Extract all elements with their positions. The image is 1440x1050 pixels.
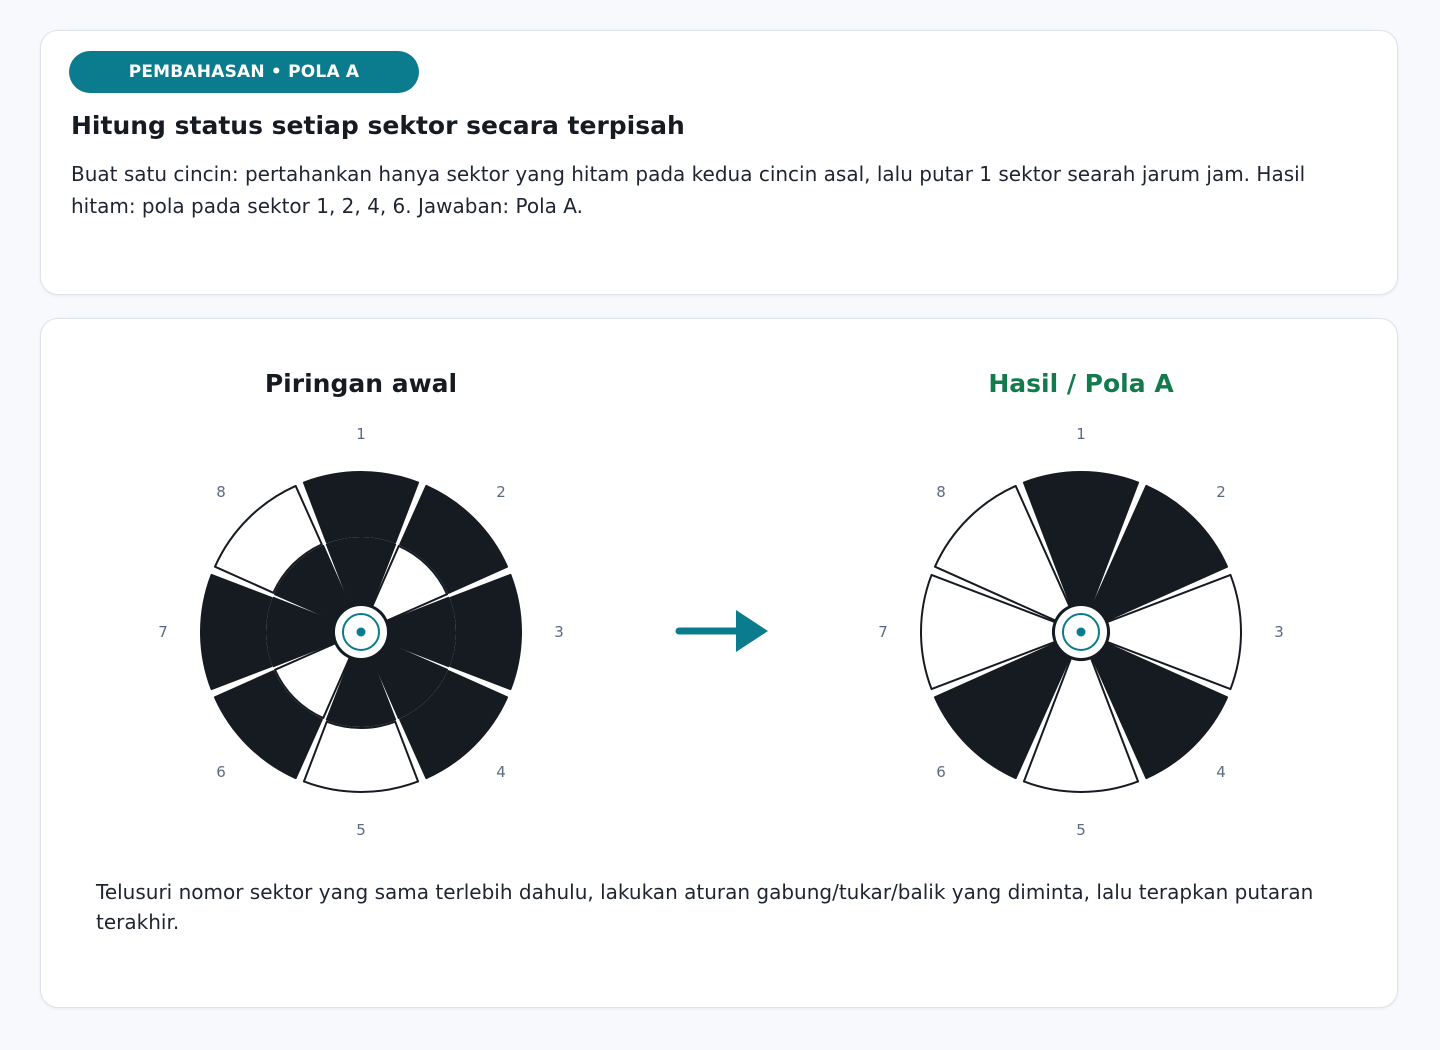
answer-badge: PEMBAHASAN • POLA A: [69, 51, 419, 93]
explanation-card: [40, 30, 1398, 295]
right-sector-label-5: 5: [1076, 821, 1086, 839]
left-sector-label-6: 6: [216, 763, 226, 782]
right-center-hub-icon: [1054, 605, 1108, 659]
explanation-heading: Hitung status setiap sektor secara terpisah: [71, 111, 685, 140]
left-sector-label-1: 1: [356, 425, 366, 443]
left-outer-ring-sector-5: [304, 722, 418, 792]
initial-disc-title: Piringan awal: [264, 369, 458, 398]
left-outer-ring-sector-1: [304, 472, 418, 542]
left-sector-label-2: 2: [496, 482, 506, 501]
right-sector-label-2: 2: [1216, 482, 1226, 501]
result-disc-title: Hasil / Pola A: [988, 369, 1174, 398]
left-outer-ring-sector-3: [451, 575, 521, 689]
right-sector-label-4: 4: [1216, 763, 1226, 782]
left-sector-label-7: 7: [158, 623, 168, 641]
right-sector-label-6: 6: [936, 763, 946, 782]
left-sector-label-5: 5: [356, 821, 366, 839]
left-sector-label-3: 3: [554, 623, 564, 641]
diagram-card: [40, 318, 1398, 1008]
arrow-right-icon: [679, 610, 768, 652]
right-sector-label-7: 7: [878, 623, 888, 641]
left-center-hub-icon: [334, 605, 388, 659]
left-sector-label-8: 8: [216, 482, 226, 501]
right-sector-label-3: 3: [1274, 623, 1284, 641]
left-sector-label-4: 4: [496, 763, 506, 782]
left-outer-ring-sector-7: [201, 575, 271, 689]
hint-text: Telusuri nomor sektor yang sama terlebih dahulu, lakukan aturan gabung/tukar/balik yang diminta, lalu terapkan putaran terakhir.: [96, 880, 1314, 934]
right-sector-label-1: 1: [1076, 425, 1086, 443]
explanation-text: Buat satu cincin: pertahankan hanya sektor yang hitam pada kedua cincin asal, lalu putar 1 sektor searah jarum jam. Hasil hitam: pola pada sektor 1, 2, 4, 6. Jawaban: Pola A.: [71, 162, 1306, 218]
right-sector-label-8: 8: [936, 482, 946, 501]
